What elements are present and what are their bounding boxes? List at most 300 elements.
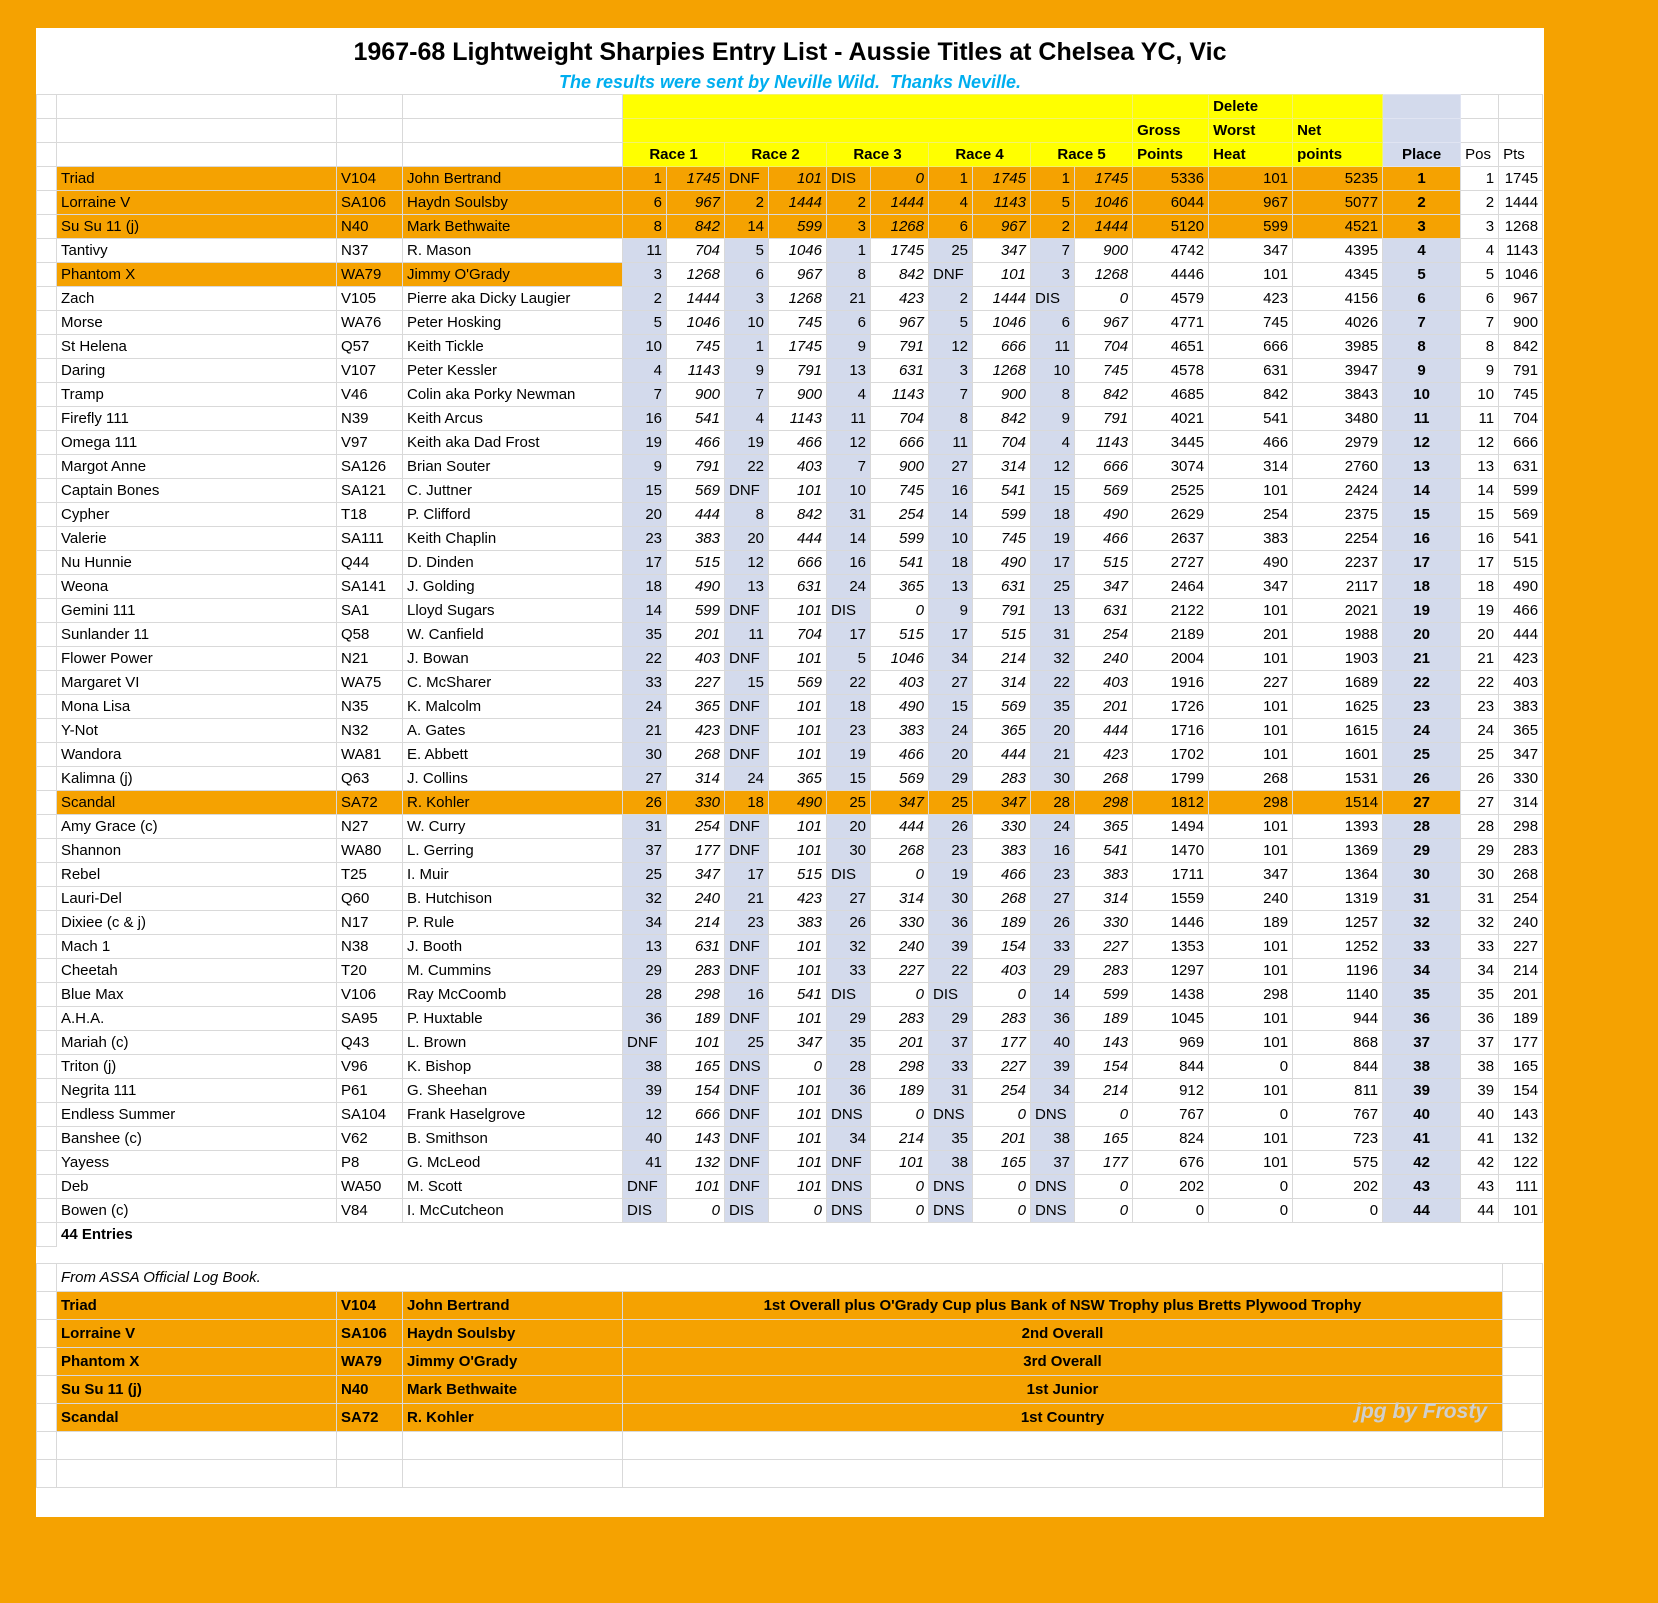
cell-race4-points: 101 <box>973 263 1031 287</box>
cell-race5-place: 10 <box>1031 359 1075 383</box>
row-lead <box>37 743 57 767</box>
row-lead <box>37 263 57 287</box>
cell-race1-points: 541 <box>667 407 725 431</box>
cell-scale-pts: 1444 <box>1499 191 1543 215</box>
cell-race4-place: 10 <box>929 527 973 551</box>
cell-race5-place: 20 <box>1031 719 1075 743</box>
cell-race4-points: 842 <box>973 407 1031 431</box>
cell-skipper: W. Canfield <box>403 623 623 647</box>
cell-race4-points: 466 <box>973 863 1031 887</box>
cell-race5-points: 490 <box>1075 503 1133 527</box>
cell-skipper: P. Clifford <box>403 503 623 527</box>
cell-scale-pts: 631 <box>1499 455 1543 479</box>
cell-race1-place: 29 <box>623 959 667 983</box>
cell-race5-place: 12 <box>1031 455 1075 479</box>
cell-delete-worst-heat: 101 <box>1209 1127 1293 1151</box>
cell-gross-points: 4021 <box>1133 407 1209 431</box>
cell-gross-points: 1045 <box>1133 1007 1209 1031</box>
cell-delete-worst-heat: 101 <box>1209 263 1293 287</box>
cell-sail-number: N17 <box>337 911 403 935</box>
result-row <box>37 167 1543 191</box>
cell-race3-points: 466 <box>871 743 929 767</box>
cell-boat-name: A.H.A. <box>57 1007 337 1031</box>
cell-race2-points: 967 <box>769 263 827 287</box>
cell-race1-points: 283 <box>667 959 725 983</box>
cell-skipper: K. Bishop <box>403 1055 623 1079</box>
cell-race1-place: 4 <box>623 359 667 383</box>
cell-delete-worst-heat: 0 <box>1209 1199 1293 1223</box>
cell-race4-points: 314 <box>973 455 1031 479</box>
cell-delete-worst-heat: 189 <box>1209 911 1293 935</box>
cell-race4-place: 37 <box>929 1031 973 1055</box>
cell-race3-points: 541 <box>871 551 929 575</box>
cell-scale-pos: 36 <box>1461 1007 1499 1031</box>
cell-boat-name: Endless Summer <box>57 1103 337 1127</box>
cell-place: 37 <box>1383 1031 1461 1055</box>
cell-scale-pos: 25 <box>1461 743 1499 767</box>
cell-race5-points: 0 <box>1075 1175 1133 1199</box>
cell-race4-points: 1444 <box>973 287 1031 311</box>
cell-skipper: B. Hutchison <box>403 887 623 911</box>
cell-scale-pts: 1268 <box>1499 215 1543 239</box>
title-block <box>36 28 1544 94</box>
cell-race3-points: 330 <box>871 911 929 935</box>
cell-race2-place: 18 <box>725 791 769 815</box>
cell-gross-points: 3074 <box>1133 455 1209 479</box>
section-gap <box>36 1247 1544 1263</box>
cell-scale-pts: 466 <box>1499 599 1543 623</box>
cell-scale-pts: 967 <box>1499 287 1543 311</box>
cell-net-points: 723 <box>1293 1127 1383 1151</box>
cell-race3-place: DIS <box>827 167 871 191</box>
cell-race2-place: DNF <box>725 959 769 983</box>
cell-race2-place: DNF <box>725 743 769 767</box>
cell-race2-points: 490 <box>769 791 827 815</box>
result-row <box>37 1007 1543 1031</box>
cell-scale-pts: 347 <box>1499 743 1543 767</box>
cell-race2-place: 8 <box>725 503 769 527</box>
cell-race3-points: 365 <box>871 575 929 599</box>
cell-scale-pos: 38 <box>1461 1055 1499 1079</box>
result-row <box>37 1127 1543 1151</box>
result-row <box>37 575 1543 599</box>
cell-delete-worst-heat: 101 <box>1209 1151 1293 1175</box>
header-worst: Worst <box>1209 119 1293 143</box>
cell-skipper: C. Juttner <box>403 479 623 503</box>
cell-race4-points: 314 <box>973 671 1031 695</box>
cell-race2-place: 17 <box>725 863 769 887</box>
cell-skipper: Keith Tickle <box>403 335 623 359</box>
award-row <box>37 1404 1543 1432</box>
cell-skipper: J. Golding <box>403 575 623 599</box>
cell-boat-name: St Helena <box>57 335 337 359</box>
cell-boat-name: Margot Anne <box>57 455 337 479</box>
cell-race3-points: 1046 <box>871 647 929 671</box>
cell-race5-points: 631 <box>1075 599 1133 623</box>
cell-delete-worst-heat: 0 <box>1209 1103 1293 1127</box>
cell-scale-pos: 20 <box>1461 623 1499 647</box>
cell-delete-worst-heat: 101 <box>1209 695 1293 719</box>
cell-race4-points: 0 <box>973 1103 1031 1127</box>
cell-race1-points: 1268 <box>667 263 725 287</box>
cell-scale-pos: 32 <box>1461 911 1499 935</box>
cell-scale-pts: 1046 <box>1499 263 1543 287</box>
cell-delete-worst-heat: 101 <box>1209 479 1293 503</box>
cell-race1-place: 8 <box>623 215 667 239</box>
cell-place: 5 <box>1383 263 1461 287</box>
result-row <box>37 647 1543 671</box>
source-note-row <box>37 1264 1543 1292</box>
cell-boat-name: Dixiee (c & j) <box>57 911 337 935</box>
cell-race5-points: 1143 <box>1075 431 1133 455</box>
cell-net-points: 868 <box>1293 1031 1383 1055</box>
cell-scale-pos: 4 <box>1461 239 1499 263</box>
cell-race3-place: 12 <box>827 431 871 455</box>
cell-race2-place: 10 <box>725 311 769 335</box>
cell-race2-points: 101 <box>769 1175 827 1199</box>
cell-race3-points: 383 <box>871 719 929 743</box>
cell-race1-points: 1745 <box>667 167 725 191</box>
cell-race2-place: DIS <box>725 1199 769 1223</box>
cell-scale-pos: 1 <box>1461 167 1499 191</box>
cell-boat-name: Cypher <box>57 503 337 527</box>
cell-race3-place: 5 <box>827 647 871 671</box>
row-lead <box>37 1404 57 1432</box>
cell-gross-points: 6044 <box>1133 191 1209 215</box>
result-row <box>37 767 1543 791</box>
cell-race4-points: 490 <box>973 551 1031 575</box>
cell-delete-worst-heat: 101 <box>1209 815 1293 839</box>
result-row <box>37 1103 1543 1127</box>
cell-sail-number: SA104 <box>337 1103 403 1127</box>
cell-boat-name: Sunlander 11 <box>57 623 337 647</box>
cell-race1-place: 17 <box>623 551 667 575</box>
cell-race3-points: 240 <box>871 935 929 959</box>
cell-place: 32 <box>1383 911 1461 935</box>
cell-boat-name: Shannon <box>57 839 337 863</box>
cell-race4-points: 745 <box>973 527 1031 551</box>
cell-race4-points: 268 <box>973 887 1031 911</box>
result-row <box>37 455 1543 479</box>
row-lead <box>37 719 57 743</box>
cell-scale-pts: 201 <box>1499 983 1543 1007</box>
result-row <box>37 695 1543 719</box>
cell-net-points: 3480 <box>1293 407 1383 431</box>
cell-scale-pts: 283 <box>1499 839 1543 863</box>
cell-net-points: 1140 <box>1293 983 1383 1007</box>
cell-net-points: 5077 <box>1293 191 1383 215</box>
cell-race4-points: 177 <box>973 1031 1031 1055</box>
cell-race5-points: 143 <box>1075 1031 1133 1055</box>
cell-gross-points: 767 <box>1133 1103 1209 1127</box>
cell-scale-pts: 165 <box>1499 1055 1543 1079</box>
cell-race3-points: 900 <box>871 455 929 479</box>
cell-boat-name: Triad <box>57 167 337 191</box>
cell-scale-pts: 177 <box>1499 1031 1543 1055</box>
cell-race1-points: 0 <box>667 1199 725 1223</box>
result-row <box>37 1175 1543 1199</box>
cell-gross-points: 4771 <box>1133 311 1209 335</box>
cell-net-points: 1364 <box>1293 863 1383 887</box>
cell-race3-place: 16 <box>827 551 871 575</box>
cell-race1-points: 240 <box>667 887 725 911</box>
cell-skipper: Peter Kessler <box>403 359 623 383</box>
cell-net-points: 767 <box>1293 1103 1383 1127</box>
cell-place: 29 <box>1383 839 1461 863</box>
cell-race2-points: 631 <box>769 575 827 599</box>
cell-race5-place: 16 <box>1031 839 1075 863</box>
cell-race4-place: 23 <box>929 839 973 863</box>
cell-race4-points: 201 <box>973 1127 1031 1151</box>
cell-race5-place: 1 <box>1031 167 1075 191</box>
cell-race3-place: 19 <box>827 743 871 767</box>
cell-race4-place: 38 <box>929 1151 973 1175</box>
cell-race3-points: 1268 <box>871 215 929 239</box>
cell-delete-worst-heat: 0 <box>1209 1175 1293 1199</box>
cell-place: 21 <box>1383 647 1461 671</box>
cell-race2-place: DNF <box>725 479 769 503</box>
cell-race5-place: 25 <box>1031 575 1075 599</box>
cell-race3-place: DNS <box>827 1103 871 1127</box>
award-sail-number: V104 <box>337 1292 403 1320</box>
watermark: jpg by Frosty <box>1355 1400 1487 1423</box>
row-lead <box>37 335 57 359</box>
cell-place: 18 <box>1383 575 1461 599</box>
cell-gross-points: 2629 <box>1133 503 1209 527</box>
cell-sail-number: Q44 <box>337 551 403 575</box>
cell-race3-place: 27 <box>827 887 871 911</box>
cell-sail-number: WA79 <box>337 263 403 287</box>
row-lead <box>37 647 57 671</box>
cell-race4-place: 13 <box>929 575 973 599</box>
cell-race4-points: 283 <box>973 767 1031 791</box>
cell-race1-points: 165 <box>667 1055 725 1079</box>
cell-scale-pts: 541 <box>1499 527 1543 551</box>
row-lead <box>37 383 57 407</box>
cell-sail-number: N27 <box>337 815 403 839</box>
cell-race1-place: 18 <box>623 575 667 599</box>
cell-sail-number: N35 <box>337 695 403 719</box>
cell-race5-place: 9 <box>1031 407 1075 431</box>
cell-scale-pos: 10 <box>1461 383 1499 407</box>
cell-race1-points: 101 <box>667 1031 725 1055</box>
award-sail-number: N40 <box>337 1376 403 1404</box>
cell-place: 27 <box>1383 791 1461 815</box>
cell-gross-points: 3445 <box>1133 431 1209 455</box>
cell-race5-points: 227 <box>1075 935 1133 959</box>
cell-race5-place: 5 <box>1031 191 1075 215</box>
cell-scale-pts: 254 <box>1499 887 1543 911</box>
cell-gross-points: 844 <box>1133 1055 1209 1079</box>
cell-race2-place: 11 <box>725 623 769 647</box>
cell-place: 28 <box>1383 815 1461 839</box>
row-lead <box>37 935 57 959</box>
cell-gross-points: 1711 <box>1133 863 1209 887</box>
header-row-3 <box>37 143 1543 167</box>
cell-race2-place: 4 <box>725 407 769 431</box>
cell-delete-worst-heat: 745 <box>1209 311 1293 335</box>
cell-race5-points: 444 <box>1075 719 1133 743</box>
cell-skipper: R. Kohler <box>403 791 623 815</box>
cell-net-points: 5235 <box>1293 167 1383 191</box>
cell-race1-points: 745 <box>667 335 725 359</box>
cell-race2-place: 12 <box>725 551 769 575</box>
cell-race3-place: 7 <box>827 455 871 479</box>
award-tail <box>1503 1292 1543 1320</box>
cell-race5-points: 967 <box>1075 311 1133 335</box>
cell-race4-place: 22 <box>929 959 973 983</box>
award-title: 3rd Overall <box>623 1348 1503 1376</box>
cell-race2-points: 466 <box>769 431 827 455</box>
cell-race3-place: DNF <box>827 1151 871 1175</box>
cell-race5-place: 30 <box>1031 767 1075 791</box>
award-boat-name: Triad <box>57 1292 337 1320</box>
cell-race3-place: 24 <box>827 575 871 599</box>
cell-place: 39 <box>1383 1079 1461 1103</box>
cell-sail-number: WA76 <box>337 311 403 335</box>
cell-sail-number: SA106 <box>337 191 403 215</box>
cell-race3-place: 17 <box>827 623 871 647</box>
row-lead <box>37 1320 57 1348</box>
award-tail <box>1503 1376 1543 1404</box>
cell-race1-points: 1444 <box>667 287 725 311</box>
cell-boat-name: Daring <box>57 359 337 383</box>
cell-race4-points: 227 <box>973 1055 1031 1079</box>
cell-scale-pos: 14 <box>1461 479 1499 503</box>
award-boat-name: Su Su 11 (j) <box>57 1376 337 1404</box>
header-net-line1: Net <box>1293 119 1383 143</box>
cell-race5-place: 34 <box>1031 1079 1075 1103</box>
cell-race4-points: 0 <box>973 1175 1031 1199</box>
cell-gross-points: 1726 <box>1133 695 1209 719</box>
cell-race2-points: 101 <box>769 1079 827 1103</box>
cell-net-points: 1625 <box>1293 695 1383 719</box>
cell-boat-name: Scandal <box>57 791 337 815</box>
cell-delete-worst-heat: 101 <box>1209 959 1293 983</box>
cell-race2-place: DNS <box>725 1055 769 1079</box>
cell-gross-points: 0 <box>1133 1199 1209 1223</box>
cell-race3-points: 314 <box>871 887 929 911</box>
result-row <box>37 359 1543 383</box>
cell-net-points: 4156 <box>1293 287 1383 311</box>
cell-race5-points: 515 <box>1075 551 1133 575</box>
cell-sail-number: N39 <box>337 407 403 431</box>
result-row <box>37 503 1543 527</box>
cell-scale-pts: 240 <box>1499 911 1543 935</box>
cell-boat-name: Tantivy <box>57 239 337 263</box>
cell-race4-place: DNS <box>929 1103 973 1127</box>
cell-race3-points: 599 <box>871 527 929 551</box>
cell-race2-points: 444 <box>769 527 827 551</box>
cell-boat-name: Bowen (c) <box>57 1199 337 1223</box>
cell-net-points: 1689 <box>1293 671 1383 695</box>
cell-race3-place: 13 <box>827 359 871 383</box>
cell-sail-number: SA141 <box>337 575 403 599</box>
cell-race5-place: 33 <box>1031 935 1075 959</box>
row-lead <box>37 551 57 575</box>
cell-place: 35 <box>1383 983 1461 1007</box>
cell-race5-points: 383 <box>1075 863 1133 887</box>
award-skipper: Haydn Soulsby <box>403 1320 623 1348</box>
cell-gross-points: 4685 <box>1133 383 1209 407</box>
cell-gross-points: 1353 <box>1133 935 1209 959</box>
cell-net-points: 1319 <box>1293 887 1383 911</box>
cell-race4-place: 30 <box>929 887 973 911</box>
row-lead <box>37 959 57 983</box>
cell-race2-points: 383 <box>769 911 827 935</box>
cell-race5-points: 314 <box>1075 887 1133 911</box>
cell-net-points: 944 <box>1293 1007 1383 1031</box>
cell-race1-points: 403 <box>667 647 725 671</box>
cell-net-points: 4521 <box>1293 215 1383 239</box>
cell-race5-place: 18 <box>1031 503 1075 527</box>
cell-delete-worst-heat: 631 <box>1209 359 1293 383</box>
cell-race4-points: 541 <box>973 479 1031 503</box>
cell-place: 38 <box>1383 1055 1461 1079</box>
cell-net-points: 1257 <box>1293 911 1383 935</box>
cell-race5-points: 423 <box>1075 743 1133 767</box>
cell-race5-place: 32 <box>1031 647 1075 671</box>
cell-gross-points: 824 <box>1133 1127 1209 1151</box>
result-row <box>37 1199 1543 1223</box>
cell-sail-number: N40 <box>337 215 403 239</box>
cell-race2-place: 23 <box>725 911 769 935</box>
cell-race4-place: 16 <box>929 479 973 503</box>
cell-skipper: Peter Hosking <box>403 311 623 335</box>
award-tail <box>1503 1348 1543 1376</box>
cell-delete-worst-heat: 383 <box>1209 527 1293 551</box>
cell-sail-number: V104 <box>337 167 403 191</box>
cell-race2-place: 13 <box>725 575 769 599</box>
cell-race3-points: 515 <box>871 623 929 647</box>
cell-sail-number: V46 <box>337 383 403 407</box>
cell-gross-points: 1297 <box>1133 959 1209 983</box>
cell-race5-place: 24 <box>1031 815 1075 839</box>
cell-race1-place: 16 <box>623 407 667 431</box>
cell-sail-number: V96 <box>337 1055 403 1079</box>
cell-place: 23 <box>1383 695 1461 719</box>
cell-race1-place: 25 <box>623 863 667 887</box>
cell-race3-place: 30 <box>827 839 871 863</box>
cell-net-points: 2117 <box>1293 575 1383 599</box>
cell-boat-name: Lorraine V <box>57 191 337 215</box>
cell-race2-place: 6 <box>725 263 769 287</box>
cell-race1-points: 599 <box>667 599 725 623</box>
cell-race5-points: 330 <box>1075 911 1133 935</box>
cell-gross-points: 2122 <box>1133 599 1209 623</box>
cell-place: 24 <box>1383 719 1461 743</box>
cell-net-points: 3985 <box>1293 335 1383 359</box>
cell-race1-points: 791 <box>667 455 725 479</box>
cell-sail-number: V106 <box>337 983 403 1007</box>
award-row <box>37 1376 1543 1404</box>
cell-sail-number: SA95 <box>337 1007 403 1031</box>
cell-net-points: 844 <box>1293 1055 1383 1079</box>
cell-race4-place: 27 <box>929 671 973 695</box>
result-row <box>37 839 1543 863</box>
cell-race3-place: 21 <box>827 287 871 311</box>
cell-race3-points: 0 <box>871 863 929 887</box>
cell-place: 3 <box>1383 215 1461 239</box>
spreadsheet-sheet <box>36 28 1544 1517</box>
row-lead <box>37 791 57 815</box>
cell-race1-place: 21 <box>623 719 667 743</box>
cell-race4-points: 1046 <box>973 311 1031 335</box>
cell-race5-place: 37 <box>1031 1151 1075 1175</box>
cell-race3-place: 4 <box>827 383 871 407</box>
cell-race4-points: 704 <box>973 431 1031 455</box>
cell-race3-points: 214 <box>871 1127 929 1151</box>
